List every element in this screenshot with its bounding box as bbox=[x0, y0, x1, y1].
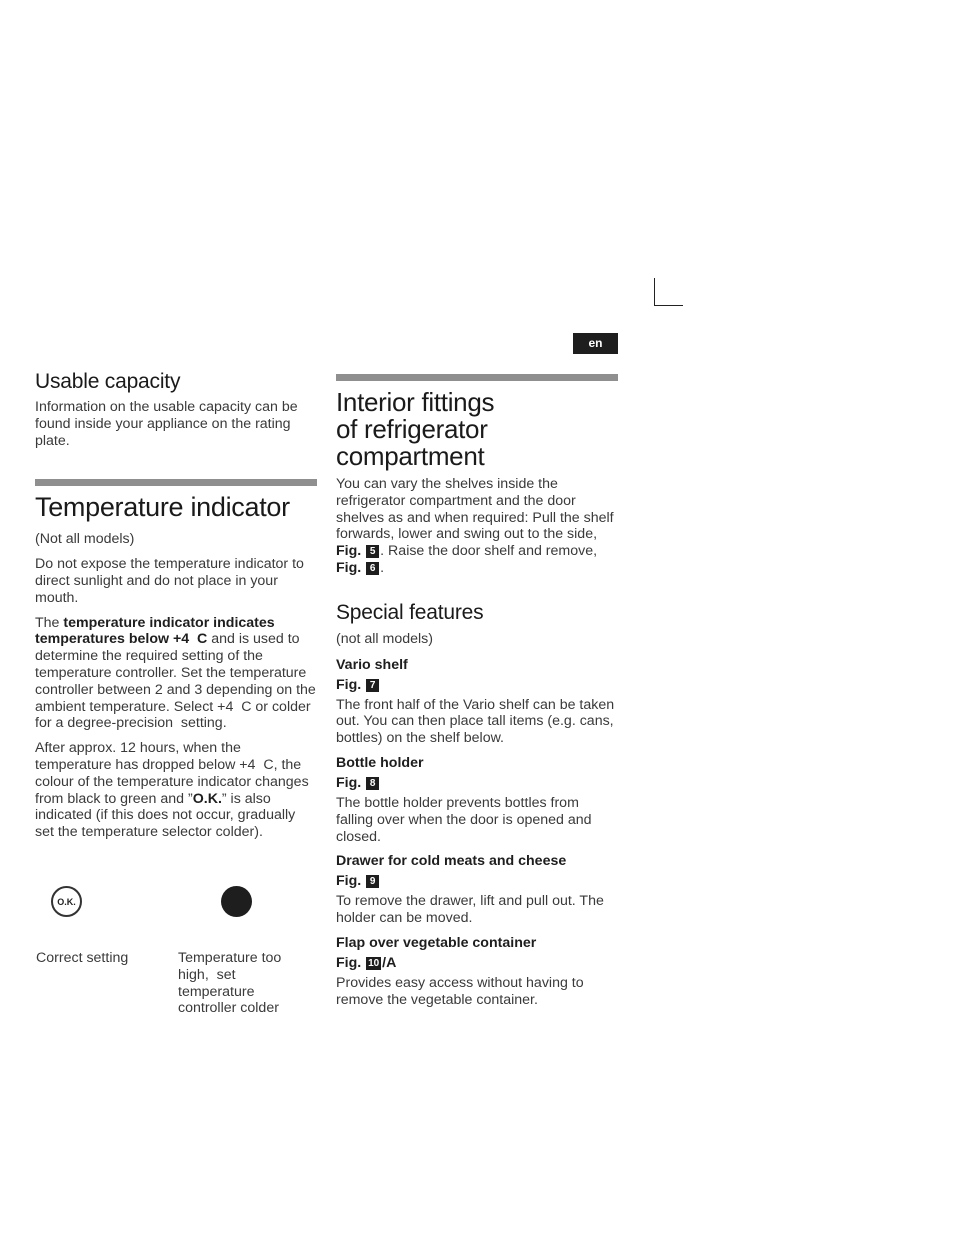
feature-title: Drawer for cold meats and cheese bbox=[336, 853, 567, 870]
temperature-warning-text: Do not expose the temperature indicator to direct sunlight and do not place in your mouth. bbox=[35, 556, 304, 606]
feature-bottle-holder bbox=[336, 755, 618, 845]
interior-fittings-heading: Interior fittings of refrigerator compartment bbox=[336, 387, 495, 471]
temperature-indicator-heading: Temperature indicator bbox=[35, 492, 290, 523]
figure-number-badge: 7 bbox=[366, 679, 379, 692]
temperature-usage-text: The temperature indicator indicates temperatures below +4 C and is used to determine the required setting of the temperature controller. Set the temperature controller between 2 and 3 depending on the ambient temperature. Select +4 C or colder for a degree-precision setting. bbox=[35, 614, 316, 732]
black-indicator-icon bbox=[221, 886, 252, 917]
feature-fig-ref: Fig. 9 bbox=[336, 873, 618, 890]
figure-number-badge: 10 bbox=[368, 957, 380, 969]
too-high-caption: Temperature too high, set temperature controller colder bbox=[178, 950, 282, 1017]
ok-indicator-icon: O.K. bbox=[51, 886, 82, 917]
figure-number-badge: 8 bbox=[366, 777, 379, 790]
section-divider bbox=[35, 479, 317, 486]
feature-vegetable-flap bbox=[336, 935, 618, 1009]
crop-mark-vertical bbox=[654, 278, 655, 306]
correct-setting-caption: Correct setting bbox=[36, 950, 129, 966]
figure-number-badge: 6 bbox=[366, 562, 379, 575]
indicator-illustrations bbox=[35, 886, 317, 1026]
left-column bbox=[35, 368, 317, 841]
temperature-note: (Not all models) bbox=[35, 531, 135, 548]
feature-fig-ref: Fig. 7 bbox=[336, 677, 618, 694]
crop-mark-horizontal bbox=[654, 305, 683, 306]
section-divider bbox=[336, 374, 618, 381]
language-tab: en bbox=[573, 333, 618, 354]
usable-capacity-heading: Usable capacity bbox=[35, 370, 181, 393]
special-features-note: (not all models) bbox=[336, 630, 433, 647]
figure-number-badge: 9 bbox=[366, 875, 379, 888]
temperature-ok-text: After approx. 12 hours, when the temperature has dropped below +4 C, the colour of the temperature indicator changes from black to green and ”O.K.” is also indicated (if this does not occur, gradually set the temperature selector colder). bbox=[35, 740, 309, 841]
usable-capacity-text: Information on the usable capacity can be found inside your appliance on the rating plate. bbox=[35, 399, 298, 449]
special-features-heading: Special features bbox=[336, 600, 484, 624]
feature-fig-ref: Fig. 10 /A bbox=[336, 954, 397, 971]
feature-body: The bottle holder prevents bottles from falling over when the door is opened and closed. bbox=[336, 794, 592, 845]
figure-number-badge: 5 bbox=[366, 545, 379, 558]
middle-column bbox=[336, 374, 618, 1009]
feature-body: To remove the drawer, lift and pull out. The holder can be moved. bbox=[336, 893, 604, 927]
feature-body: The front half of the Vario shelf can be taken out. You can then place tall items (e.g. cans, bottles) on the shelf below. bbox=[336, 696, 615, 747]
feature-body: Provides easy access without having to remove the vegetable container. bbox=[336, 974, 584, 1008]
feature-title: Bottle holder bbox=[336, 754, 424, 771]
feature-title: Flap over vegetable container bbox=[336, 934, 537, 951]
feature-fig-ref: Fig. 8 bbox=[336, 775, 618, 792]
interior-fittings-text: You can vary the shelves inside the refrigerator compartment and the door shelves as and when required: Pull the shelf forwards, lower and swing out to the side, Fig. 5 . Raise the door shelf and remove, Fig. 6 . bbox=[336, 476, 614, 576]
feature-vario-shelf bbox=[336, 657, 618, 747]
feature-title: Vario shelf bbox=[336, 656, 408, 673]
feature-drawer bbox=[336, 853, 618, 927]
